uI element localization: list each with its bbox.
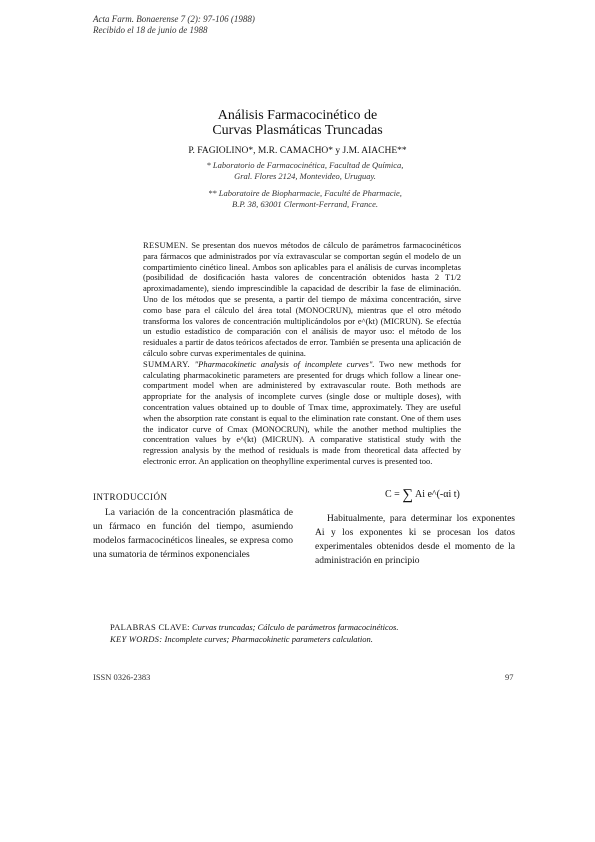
received-date: Recibido el 18 de junio de 1988 bbox=[93, 25, 208, 35]
title-line-2: Curvas Plasmáticas Truncadas bbox=[212, 123, 383, 138]
keywords-block bbox=[110, 621, 470, 645]
summary-text: Two new methods for calculating pharmacokinetic parameters are presented for drugs which follow a linear one-compartment model when are administered by extravascular route. Both methods are appropriate for the analysis of incomplete curves (single dose or multiple doses), with concentration values obtained up to double of Tmax time, approximately. They are useful when the absorption rate constant is equal to the elimination rate constant. One of them uses the indicator curve of Cmax (MONOCRUN), while the another method multiplies the concentration values by e^(kt) (MICRUN). A comparative statistical study with the regression analysis by the method of residuals is made from theoretical data affected by electronic error. An application on theophylline experimental curves is presented too. bbox=[143, 358, 461, 466]
intro-column bbox=[93, 506, 293, 562]
right-column bbox=[315, 512, 515, 568]
summary-title: "Pharmacokinetic analysis of incomplete curves". bbox=[194, 358, 375, 369]
keywords-es-text: Curvas truncadas; Cálculo de parámetros farmacocinéticos. bbox=[191, 622, 399, 632]
author-list: P. FAGIOLINO*, M.R. CAMACHO* y J.M. AIACHE** bbox=[188, 146, 407, 156]
affiliation-1-line-2: Gral. Flores 2124, Montevideo, Uruguay. bbox=[234, 171, 376, 181]
affiliations bbox=[175, 160, 435, 210]
issn-footer: ISSN 0326-2383 bbox=[93, 672, 151, 682]
keywords-es bbox=[110, 621, 470, 633]
keywords-en-text: Incomplete curves; Pharmacokinetic parameters calculation. bbox=[164, 634, 373, 644]
equation-rhs: Ai e^(-αi t) bbox=[414, 489, 460, 500]
resumen-paragraph bbox=[143, 240, 461, 359]
journal-citation: Acta Farm. Bonaerense 7 (2): 97-106 (1988) bbox=[93, 14, 255, 24]
summary-paragraph bbox=[143, 359, 461, 467]
resumen-text: Se presentan dos nuevos métodos de cálculo de parámetros farmacocinéticos para fármacos que administrados por vía extravascular se comportan según el modelo de un compartimiento cinético lineal. Ambos son aplicables para el análisis de curvas incompletas (posibilidad de dosificación hasta valores de concentración obtenidos hasta 2 T1/2 aproximadamente), siendo imprescindible la capacidad de describir la fase de eliminación. Uno de los métodos que se presenta, a partir del tiempo de máxima concentración, sirve como base para el cálculo del área total (MONOCRUN), mientras que el otro método transforma los valores de concentración multiplicándolos por e^(kt) (MICRUN). Se efectúa un estudio estadístico de comparación con el análisis de mayor uso: el método de los residuales a partir de datos teóricos afectados de error. También se presenta una aplicación de cálculo sobre curvas experimentales de quinina. bbox=[143, 240, 461, 358]
page-number: 97 bbox=[505, 672, 514, 682]
abstract-block bbox=[143, 240, 461, 467]
affiliation-1-line-1: * Laboratorio de Farmacocinética, Facultad de Química, bbox=[206, 160, 404, 170]
sum-equation bbox=[385, 487, 460, 504]
summary-label: SUMMARY. bbox=[143, 358, 190, 369]
resumen-label: RESUMEN. bbox=[143, 240, 189, 250]
right-column-text: Habitualmente, para determinar los exponentes Ai y los exponentes ki se procesan los datos experimentales obtenidos desde el momento de la administración en principio bbox=[315, 514, 515, 566]
equation-lhs: C = bbox=[385, 489, 400, 500]
intro-heading: INTRODUCCIÓN bbox=[93, 492, 168, 502]
affiliation-2-line-2: B.P. 38, 63001 Clermont-Ferrand, France. bbox=[232, 199, 378, 209]
sigma-symbol: ∑ bbox=[402, 487, 414, 503]
intro-text: La variación de la concentración plasmática de un fármaco en función del tiempo, asumiendo modelos farmacocinéticos lineales, se expresa como una sumatoria de términos exponenciales bbox=[93, 508, 293, 560]
keywords-en bbox=[110, 633, 470, 645]
affiliation-2-line-1: ** Laboratoire de Biopharmacie, Faculté de Pharmacie, bbox=[208, 188, 402, 198]
paper-title bbox=[0, 108, 595, 138]
journal-header bbox=[93, 14, 255, 36]
title-line-1: Análisis Farmacocinético de bbox=[217, 108, 378, 123]
keywords-en-label: KEY WORDS: bbox=[110, 634, 163, 644]
keywords-es-label: PALABRAS CLAVE: bbox=[110, 622, 190, 632]
